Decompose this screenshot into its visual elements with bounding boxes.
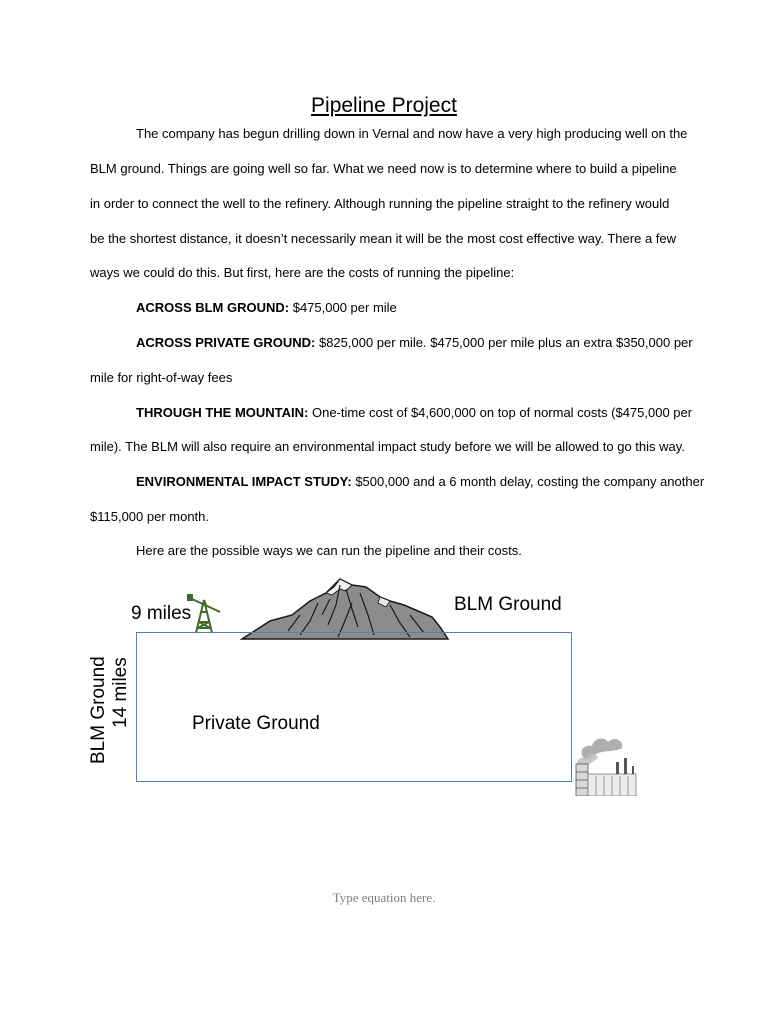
cost-private-cont: mile for right-of-way fees	[90, 370, 233, 385]
cost-blm-text: $475,000 per mile	[289, 300, 397, 315]
intro-line-5: ways we could do this. But first, here are the costs of running the pipeline:	[90, 265, 515, 280]
inner-region-label: Private Ground	[192, 713, 320, 734]
cost-private-label: ACROSS PRIVATE GROUND:	[136, 335, 316, 350]
intro-line-3: in order to connect the well to the refinery. Although running the pipeline straight to the refinery would	[90, 196, 670, 211]
closing-line: Here are the possible ways we can run the pipeline and their costs.	[136, 543, 522, 558]
intro-line-4: be the shortest distance, it doesn’t necessarily mean it will be the most cost effective way. There a few	[90, 231, 677, 246]
intro-line-1: The company has begun drilling down in Vernal and now have a very high producing well on the	[136, 126, 688, 141]
cost-mountain-text: One-time cost of $4,600,000 on top of normal costs ($475,000 per	[308, 405, 693, 420]
side-distance-label: 14 miles	[110, 657, 131, 728]
cost-study-text: $500,000 and a 6 month delay, costing the company another	[351, 474, 705, 489]
cost-mountain-label: THROUGH THE MOUNTAIN:	[136, 405, 309, 420]
cost-mountain-cont: mile). The BLM will also require an environmental impact study before we will be allowed to go this way.	[90, 439, 685, 454]
cost-blm-label: ACROSS BLM GROUND:	[136, 300, 290, 315]
side-region-label: BLM Ground	[88, 656, 109, 764]
cost-study	[136, 474, 736, 490]
cost-private	[136, 335, 736, 351]
private-ground-area	[136, 632, 572, 782]
oil-derrick-icon	[186, 590, 224, 634]
page-title: Pipeline Project	[311, 94, 457, 117]
cost-mountain	[136, 405, 736, 421]
cost-blm	[136, 300, 736, 316]
top-distance-label: 9 miles	[131, 603, 192, 624]
equation-placeholder[interactable]: Type equation here.	[332, 890, 436, 905]
cost-study-label: ENVIRONMENTAL IMPACT STUDY:	[136, 474, 352, 489]
cost-private-text: $825,000 per mile. $475,000 per mile plus an extra $350,000 per	[315, 335, 693, 350]
refinery-icon	[574, 724, 638, 796]
cost-study-cont: $115,000 per month.	[90, 509, 210, 524]
top-region-label: BLM Ground	[454, 594, 562, 615]
intro-line-2: BLM ground. Things are going well so far. What we need now is to determine where to build a pipeline	[90, 161, 677, 176]
